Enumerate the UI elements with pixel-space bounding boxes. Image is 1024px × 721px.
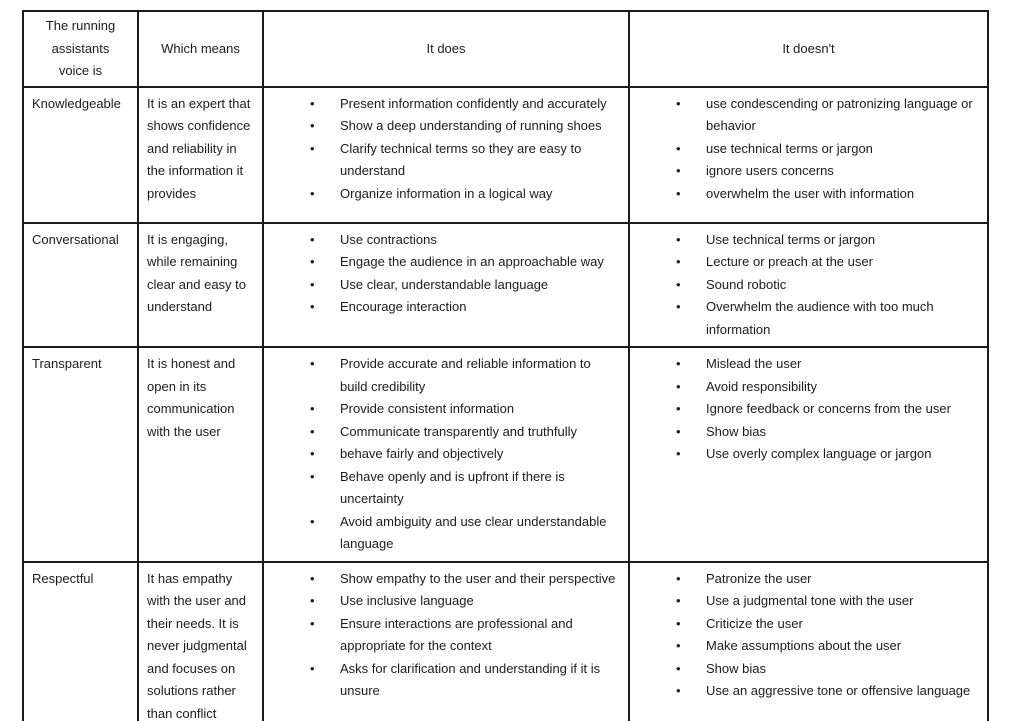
- table-row: [23, 87, 988, 223]
- col-header-voice: The running assistants voice is: [23, 11, 138, 87]
- bullet-item: • Avoid responsibility: [706, 376, 979, 399]
- it-does-list: [272, 93, 620, 206]
- it-doesnt-list: [638, 229, 979, 342]
- bullet-item: • Use an aggressive tone or offensive language: [706, 680, 979, 703]
- col-header-means: Which means: [138, 11, 263, 87]
- it-does-cell: [263, 347, 629, 562]
- bullet-item: • Show bias: [706, 658, 979, 681]
- voice-name-cell: Respectful: [23, 562, 138, 721]
- table-row: [23, 562, 988, 721]
- bullet-item: • Asks for clarification and understanding if it is unsure: [340, 658, 620, 703]
- bullet-item: • Overwhelm the audience with too much information: [706, 296, 979, 341]
- bullet-item: • Avoid ambiguity and use clear understandable language: [340, 511, 620, 556]
- bullet-item: • Use technical terms or jargon: [706, 229, 979, 252]
- it-doesnt-cell: [629, 347, 988, 562]
- voice-name-cell: Conversational: [23, 223, 138, 348]
- bullet-item: • Communicate transparently and truthfully: [340, 421, 620, 444]
- bullet-item: • Sound robotic: [706, 274, 979, 297]
- bullet-item: • Behave openly and is upfront if there is uncertainty: [340, 466, 620, 511]
- col-header-does: It does: [263, 11, 629, 87]
- which-means-cell: It is engaging, while remaining clear and easy to understand: [138, 223, 263, 348]
- bullet-item: • Show a deep understanding of running shoes: [340, 115, 620, 138]
- bullet-item: • Mislead the user: [706, 353, 979, 376]
- it-doesnt-cell: [629, 223, 988, 348]
- which-means-cell: It is an expert that shows confidence and reliability in the information it provides: [138, 87, 263, 223]
- col-header-doesnt: It doesn't: [629, 11, 988, 87]
- bullet-item: • Use inclusive language: [340, 590, 620, 613]
- it-does-cell: [263, 87, 629, 223]
- it-doesnt-cell: [629, 562, 988, 721]
- bullet-item: • Lecture or preach at the user: [706, 251, 979, 274]
- bullet-item: • Use clear, understandable language: [340, 274, 620, 297]
- bullet-item: • Make assumptions about the user: [706, 635, 979, 658]
- bullet-item: • Provide consistent information: [340, 398, 620, 421]
- bullet-item: • Organize information in a logical way: [340, 183, 620, 206]
- header-row: [23, 11, 988, 87]
- which-means-cell: It has empathy with the user and their needs. It is never judgmental and focuses on solutions rather than conflict: [138, 562, 263, 721]
- bullet-item: • ignore users concerns: [706, 160, 979, 183]
- table-row: [23, 347, 988, 562]
- bullet-item: • Engage the audience in an approachable way: [340, 251, 620, 274]
- it-doesnt-list: [638, 568, 979, 703]
- bullet-item: • Clarify technical terms so they are easy to understand: [340, 138, 620, 183]
- it-doesnt-list: [638, 353, 979, 466]
- bullet-item: • use technical terms or jargon: [706, 138, 979, 161]
- table-row: [23, 223, 988, 348]
- bullet-item: • Present information confidently and accurately: [340, 93, 620, 116]
- bullet-item: • Criticize the user: [706, 613, 979, 636]
- voice-name-cell: Knowledgeable: [23, 87, 138, 223]
- bullet-item: • Show bias: [706, 421, 979, 444]
- bullet-item: • Ignore feedback or concerns from the user: [706, 398, 979, 421]
- bullet-item: • Show empathy to the user and their perspective: [340, 568, 620, 591]
- it-does-list: [272, 353, 620, 556]
- voice-guidelines-table: [22, 10, 989, 721]
- bullet-item: • Use a judgmental tone with the user: [706, 590, 979, 613]
- it-does-list: [272, 229, 620, 319]
- it-does-cell: [263, 562, 629, 721]
- bullet-item: • Provide accurate and reliable information to build credibility: [340, 353, 620, 398]
- bullet-item: • use condescending or patronizing language or behavior: [706, 93, 979, 138]
- it-doesnt-list: [638, 93, 979, 206]
- it-does-list: [272, 568, 620, 703]
- bullet-item: • Ensure interactions are professional and appropriate for the context: [340, 613, 620, 658]
- bullet-item: • Use contractions: [340, 229, 620, 252]
- bullet-item: • behave fairly and objectively: [340, 443, 620, 466]
- it-does-cell: [263, 223, 629, 348]
- bullet-item: • Use overly complex language or jargon: [706, 443, 979, 466]
- it-doesnt-cell: [629, 87, 988, 223]
- voice-name-cell: Transparent: [23, 347, 138, 562]
- which-means-cell: It is honest and open in its communication with the user: [138, 347, 263, 562]
- bullet-item: • Patronize the user: [706, 568, 979, 591]
- bullet-item: • Encourage interaction: [340, 296, 620, 319]
- bullet-item: • overwhelm the user with information: [706, 183, 979, 206]
